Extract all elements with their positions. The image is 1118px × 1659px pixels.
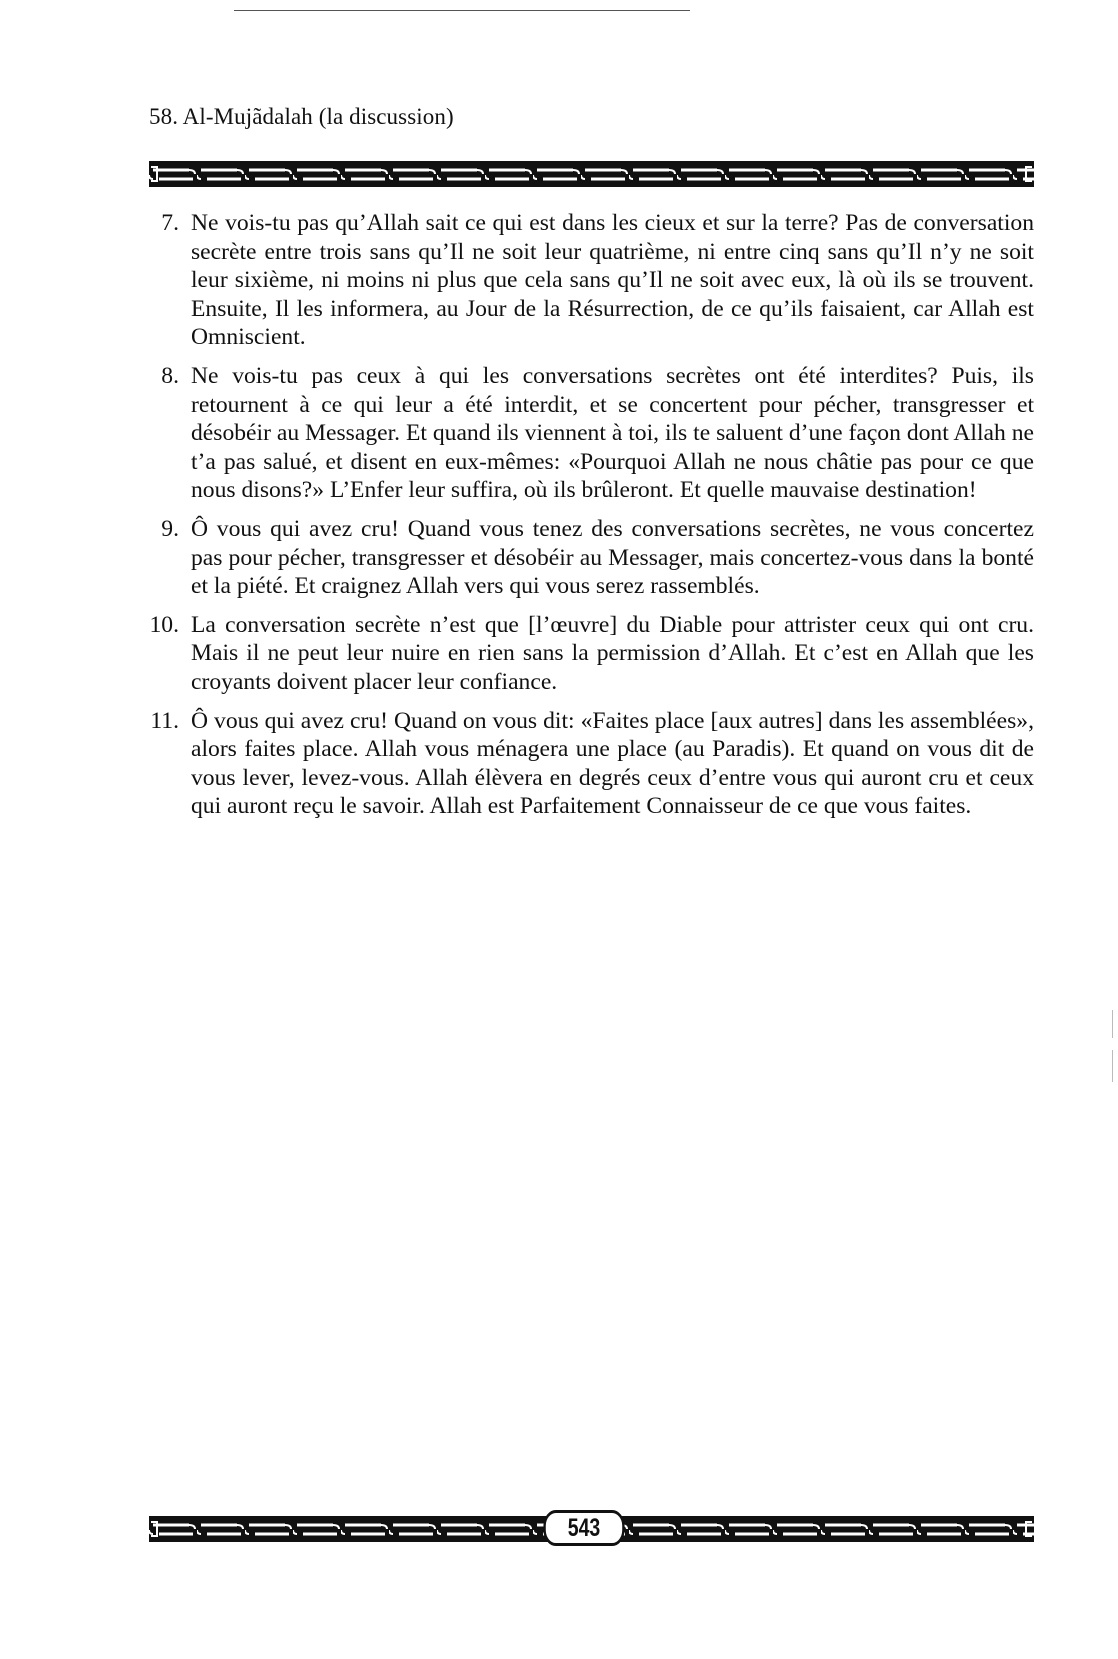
verse-number: 9. bbox=[161, 515, 179, 542]
verse-8 bbox=[140, 362, 1034, 505]
ornamental-band-top bbox=[149, 161, 1034, 187]
scan-edge-mark bbox=[1112, 1010, 1113, 1038]
scan-edge-mark bbox=[1112, 1050, 1113, 1082]
verse-10 bbox=[140, 611, 1034, 697]
verse-9 bbox=[140, 515, 1034, 601]
verse-11 bbox=[140, 707, 1034, 821]
verse-text: Ne vois-tu pas ceux à qui les conversations secrètes ont été interdites? Puis, ils retournent à ce qui leur a été interdit, et se concertent pour pécher, transgresser et désobéir au Messager. Et quand ils viennent à toi, ils te saluent d’une façon dont Allah ne t’a pas salué, et disent en eux-mêmes: «Pourquoi Allah ne nous châtie pas pour ce que nous disons?» L’Enfer leur suffira, où ils brûleront. Et quelle mauvaise destination! bbox=[191, 362, 1034, 504]
top-rule bbox=[234, 10, 690, 11]
verse-text: Ô vous qui avez cru! Quand vous tenez des conversations secrètes, ne vous concertez pas pour pécher, transgresser et désobéir au Messager, mais concertez-vous dans la bonté et la piété. Et craignez Allah vers qui vous serez rassemblés. bbox=[191, 515, 1034, 600]
verse-text: Ne vois-tu pas qu’Allah sait ce qui est dans les cieux et sur la terre? Pas de conversation secrète entre trois sans qu’Il ne soit leur quatrième, ni entre cinq sans qu’Il n’y ne soit leur sixième, ni moins ni plus que cela sans qu’Il ne soit avec eux, là où ils se trouvent. Ensuite, Il les informera, au Jour de la Résurrection, de ce qu’ils faisaient, car Allah est Omniscient. bbox=[191, 210, 1034, 351]
verse-7 bbox=[140, 209, 1034, 352]
verse-number: 7. bbox=[161, 210, 179, 236]
verse-list bbox=[140, 209, 1034, 831]
page-number: 543 bbox=[543, 1510, 624, 1546]
running-header: 58. Al-Mujãdalah (la discussion) bbox=[149, 104, 454, 129]
chain-ornament-icon bbox=[149, 161, 1034, 187]
verse-text: Ô vous qui avez cru! Quand on vous dit: «Faites place [aux autres] dans les assemblées», alors faites place. Allah vous ménagera une place (au Paradis). Et quand on vous dit de vous lever, levez-vous. Allah élèvera en degrés ceux d’entre vous qui auront cru et ceux qui auront reçu le savoir. Allah est Parfaitement Connaisseur de ce que vous faites. bbox=[191, 707, 1034, 820]
verse-number: 8. bbox=[161, 362, 179, 389]
verse-number: 10. bbox=[149, 611, 179, 638]
verse-number: 11. bbox=[150, 707, 179, 734]
verse-text: La conversation secrète n’est que [l’œuvre] du Diable pour attrister ceux qui ont cru. Mais il ne peut leur nuire en rien sans la permission d’Allah. Et c’est en Allah que les croyants doivent placer leur confiance. bbox=[191, 611, 1034, 695]
